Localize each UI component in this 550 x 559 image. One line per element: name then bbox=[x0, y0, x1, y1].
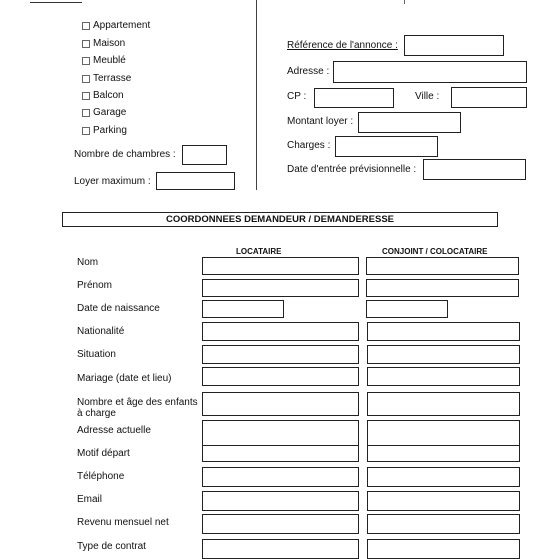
row-label: Motif départ bbox=[77, 448, 130, 459]
reference-label: Référence de l'annonce : bbox=[287, 40, 398, 51]
tenant-input[interactable] bbox=[202, 392, 359, 416]
address-label: Adresse : bbox=[287, 66, 330, 77]
tenant-input[interactable] bbox=[202, 445, 359, 462]
property-type-label: Terrasse bbox=[93, 73, 132, 84]
top-underline bbox=[30, 2, 82, 3]
entry-date-label: Date d'entrée prévisionnelle : bbox=[287, 164, 417, 175]
spouse-input[interactable] bbox=[366, 279, 519, 297]
tenant-input[interactable] bbox=[202, 345, 359, 364]
tenant-input[interactable] bbox=[202, 257, 359, 275]
row-label: Nationalité bbox=[77, 326, 125, 337]
spouse-input[interactable] bbox=[367, 539, 520, 559]
property-type-checkbox[interactable] bbox=[82, 75, 90, 83]
city-input[interactable] bbox=[451, 87, 527, 108]
spouse-input[interactable] bbox=[367, 445, 520, 462]
property-type-label: Maison bbox=[93, 38, 126, 49]
spouse-column-header: CONJOINT / COLOCATAIRE bbox=[382, 247, 488, 256]
charges-label: Charges : bbox=[287, 140, 331, 151]
cp-label: CP : bbox=[287, 91, 307, 102]
spouse-input[interactable] bbox=[367, 392, 520, 416]
spouse-input[interactable] bbox=[367, 367, 520, 386]
row-label: Adresse actuelle bbox=[77, 425, 151, 436]
property-type-label: Parking bbox=[93, 125, 127, 136]
property-type-checkbox[interactable] bbox=[82, 22, 90, 30]
row-label: Téléphone bbox=[77, 471, 125, 482]
spouse-input[interactable] bbox=[366, 257, 519, 275]
row-label: Type de contrat bbox=[77, 541, 146, 552]
tenant-input[interactable] bbox=[202, 300, 284, 318]
row-label: Situation bbox=[77, 349, 116, 360]
spouse-input[interactable] bbox=[367, 467, 520, 487]
property-type-label: Meublé bbox=[93, 55, 126, 66]
max-rent-input[interactable] bbox=[156, 172, 235, 190]
row-label: Nom bbox=[77, 257, 99, 268]
property-type-checkbox[interactable] bbox=[82, 127, 90, 135]
row-label: Email bbox=[77, 494, 103, 505]
tenant-input[interactable] bbox=[202, 279, 359, 297]
cp-input[interactable] bbox=[314, 88, 394, 108]
tenant-column-header: LOCATAIRE bbox=[236, 247, 282, 256]
tenant-input[interactable] bbox=[202, 539, 359, 559]
max-rent-label: Loyer maximum : bbox=[74, 176, 151, 187]
row-label: Mariage (date et lieu) bbox=[77, 373, 172, 384]
tenant-input[interactable] bbox=[202, 514, 359, 534]
spouse-input[interactable] bbox=[367, 345, 520, 364]
rooms-input[interactable] bbox=[182, 145, 227, 165]
divider-dot bbox=[404, 0, 405, 4]
property-type-label: Garage bbox=[93, 107, 127, 118]
tenant-input[interactable] bbox=[202, 322, 359, 341]
spouse-input[interactable] bbox=[366, 300, 448, 318]
entry-date-input[interactable] bbox=[423, 159, 526, 180]
address-input[interactable] bbox=[333, 61, 527, 83]
spouse-input[interactable] bbox=[367, 491, 520, 511]
property-type-checkbox[interactable] bbox=[82, 40, 90, 48]
tenant-input[interactable] bbox=[202, 491, 359, 511]
row-label: Date de naissance bbox=[77, 303, 160, 314]
spouse-input[interactable] bbox=[367, 514, 520, 534]
rent-label: Montant loyer : bbox=[287, 116, 354, 127]
rooms-label: Nombre de chambres : bbox=[74, 149, 176, 160]
property-type-checkbox[interactable] bbox=[82, 109, 90, 117]
property-type-label: Balcon bbox=[93, 90, 124, 101]
applicant-section-title: COORDONNEES DEMANDEUR / DEMANDERESSE bbox=[62, 212, 498, 227]
property-type-checkbox[interactable] bbox=[82, 57, 90, 65]
rent-input[interactable] bbox=[358, 112, 461, 133]
row-label: Revenu mensuel net bbox=[77, 517, 169, 528]
reference-input[interactable] bbox=[404, 35, 504, 56]
column-divider bbox=[256, 0, 257, 190]
property-type-checkbox[interactable] bbox=[82, 92, 90, 100]
tenant-input[interactable] bbox=[202, 467, 359, 487]
tenant-input[interactable] bbox=[202, 367, 359, 386]
spouse-input[interactable] bbox=[367, 322, 520, 341]
row-label: Prénom bbox=[77, 280, 113, 291]
property-type-label: Appartement bbox=[93, 20, 151, 31]
city-label: Ville : bbox=[415, 91, 440, 102]
row-label: Nombre et âge des enfants à charge bbox=[77, 397, 198, 419]
charges-input[interactable] bbox=[335, 136, 438, 157]
